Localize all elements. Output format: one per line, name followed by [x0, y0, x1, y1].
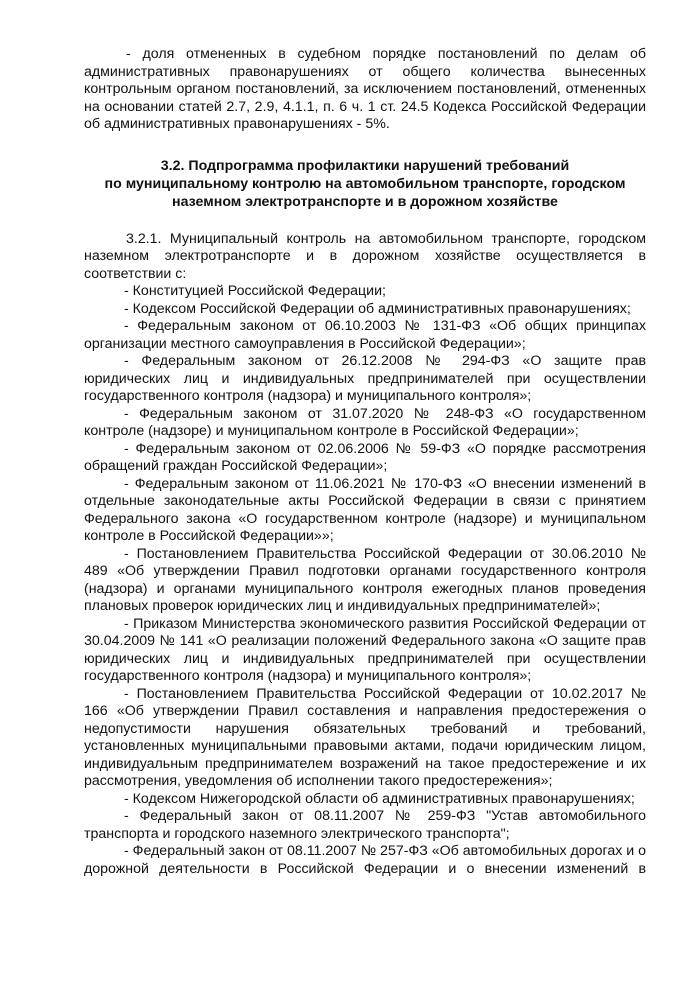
- section-heading-line: по муниципальному контролю на автомобильном транспорте, городском: [104, 175, 626, 192]
- legal-basis-item: - Кодексом Российской Федерации об административных правонарушениях;: [124, 300, 631, 317]
- legal-basis-item: - Конституцией Российской Федерации;: [124, 283, 386, 299]
- legal-basis-item: - Постановлением Правительства Российской Федерации от 30.06.2010 № 489 «Об утверждении Правил подготовки органами государственного контроля (надзора) и органами муниципального контроля ежегодных планов проведения плановых проверок юридических лиц и индивидуальных предпринимателей»;: [84, 545, 646, 614]
- legal-basis-item: - Федеральным законом от 06.10.2003 № 131-ФЗ «Об общих принципах организации местного самоуправления в Российской Федерации»;: [84, 318, 646, 352]
- legal-basis-item: - Приказом Министерства экономического развития Российской Федерации от 30.04.2009 № 141 «О реализации положений Федерального закона «О защите прав юридических лиц и индивидуальных предпринимателей при осуществлении государственного контроля (надзора) и муниципального контроля»;: [84, 615, 646, 684]
- legal-basis-list: [84, 283, 646, 878]
- legal-basis-item: - Федеральным законом от 02.06.2006 № 59-ФЗ «О порядке рассмотрения обращений граждан Российской Федерации»;: [84, 440, 646, 474]
- legal-basis-item: - Федеральным законом от 31.07.2020 № 248-ФЗ «О государственном контроле (надзоре) и муниципальном контроле в Российской Федерации»;: [84, 405, 646, 439]
- legal-basis-item: - Федеральный закон от 08.11.2007 № 257-ФЗ «Об автомобильных дорогах и о дорожной деятельности в Российской Федерации и о внесении изменений в: [84, 843, 647, 877]
- section-heading-line: 3.2. Подпрограмма профилактики нарушений требований: [160, 157, 570, 174]
- section-heading: [84, 157, 646, 211]
- legal-basis-item: - Федеральным законом от 11.06.2021 № 170-ФЗ «О внесении изменений в отдельные законодательные акты Российской Федерации в связи с принятием Федерального закона «О государственном контроле (надзоре) и муниципальном контроле в Российской Федерации»»;: [84, 475, 646, 544]
- section-heading-line: наземном электротранспорте и в дорожном хозяйстве: [172, 193, 558, 210]
- legal-basis-item: - Федеральный закон от 08.11.2007 № 259-ФЗ "Устав автомобильного транспорта и городского наземного электрического транспорта";: [84, 808, 646, 842]
- paragraph-3-2-1: 3.2.1. Муниципальный контроль на автомобильном транспорте, городском наземном электротранспорте и в дорожном хозяйстве осуществляется в соответствии с:: [84, 230, 646, 282]
- legal-basis-item: - Федеральным законом от 26.12.2008 № 294-ФЗ «О защите прав юридических лиц и индивидуальных предпринимателей при осуществлении государственного контроля (надзора) и муниципального контроля»;: [84, 353, 646, 404]
- intro-paragraph: - доля отмененных в судебном порядке постановлений по делам об административных правонарушениях от общего количества вынесенных контрольным органом постановлений, за исключением постановлений, отмененных на основании статей 2.7, 2.9, 4.1.1, п. 6 ч. 1 ст. 24.5 Кодекса Российской Федерации об административных правонарушениях - 5%.: [84, 46, 646, 132]
- legal-basis-item: - Кодексом Нижегородской области об административных правонарушениях;: [124, 790, 635, 807]
- legal-basis-item: - Постановлением Правительства Российской Федерации от 10.02.2017 № 166 «Об утверждении Правил составления и направления предостережения о недопустимости нарушения обязательных требований и требований, установленных муниципальными правовыми актами, подачи юридическим лицом, индивидуальным предпринимателем возражений на такое предостережение и их рассмотрения, уведомления об исполнении такого предостережения»;: [84, 685, 646, 789]
